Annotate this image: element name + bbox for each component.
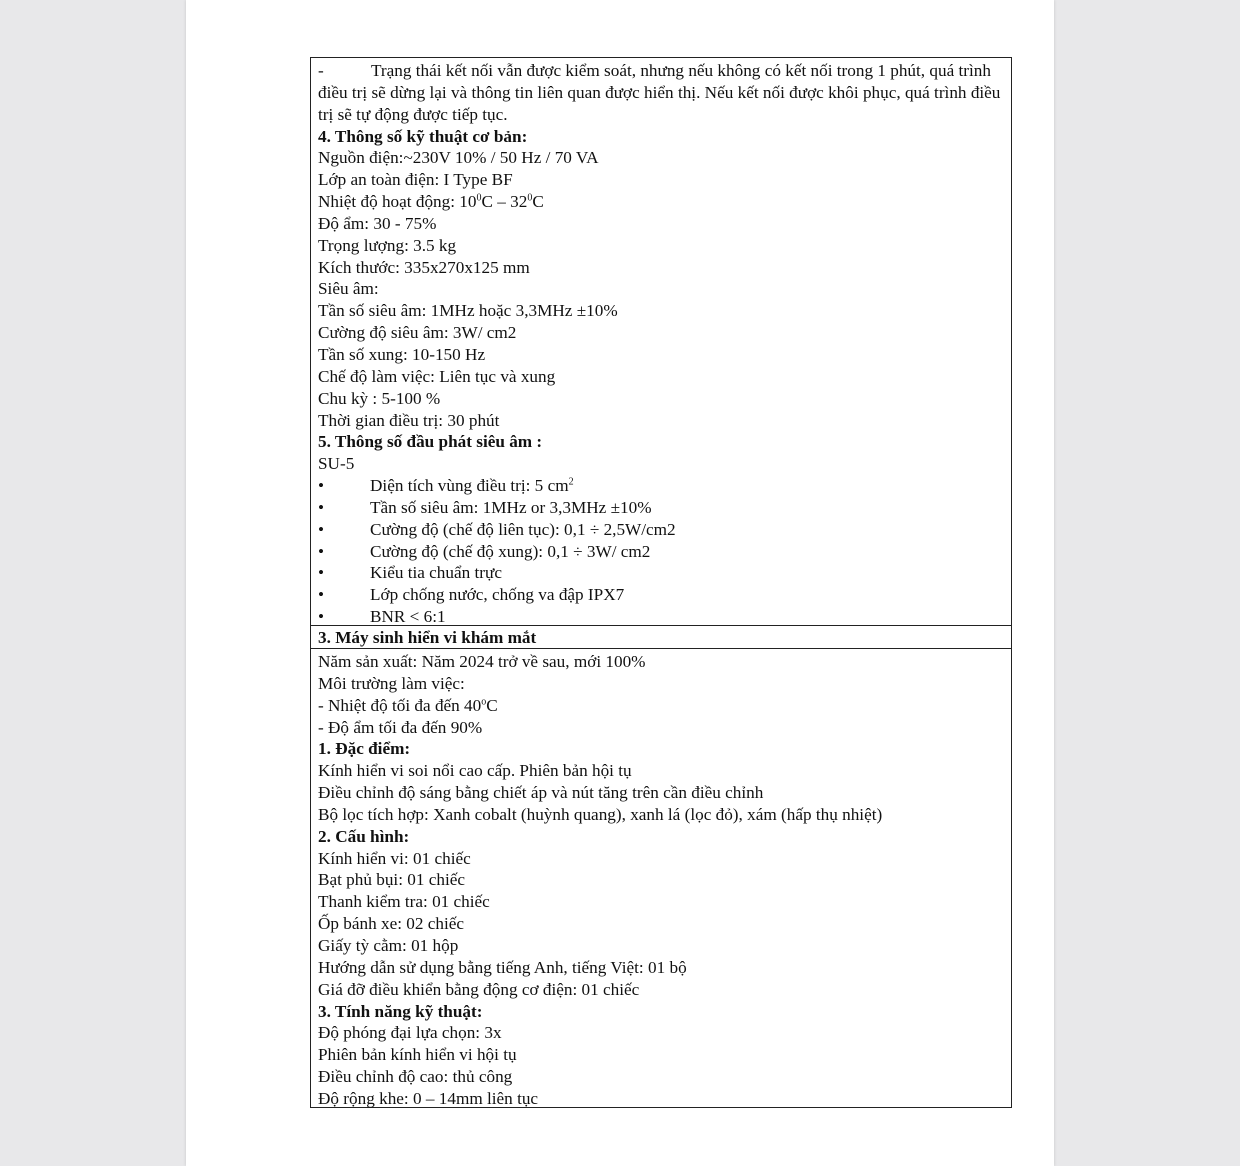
config-item: Giấy tỳ cằm: 01 hộp [318,935,459,955]
config-item: Giá đỡ điều khiển bằng động cơ điện: 01 chiếc [318,979,640,999]
spec-pulse: Tần số xung: 10-150 Hz [318,344,486,364]
config-item: Bạt phủ bụi: 01 chiếc [318,870,466,890]
device1-spec-cell [310,57,1012,626]
device3-spec-cell [310,648,1012,1108]
head-heading: 5. Thông số đầu phát siêu âm : [318,432,543,452]
features-heading: 1. Đặc điểm: [318,739,411,759]
bullet-icon: • [318,563,325,583]
degree-sup: 0 [476,192,482,204]
tech-heading: 3. Tính năng kỹ thuật: [318,1001,483,1021]
spec-frequency: Tần số siêu âm: 1MHz hoặc 3,3MHz ±10% [318,301,618,321]
environment-humidity: - Độ ẩm tối đa đến 90% [318,717,483,737]
config-heading: 2. Cấu hình: [318,826,410,846]
specs-heading: 4. Thông số kỹ thuật cơ bản: [318,126,528,146]
spec-ultrasound: Siêu âm: [318,279,379,299]
area-sup: 2 [568,476,574,488]
paragraph-dash: - [318,61,324,80]
spec-temperature [318,191,1003,213]
spec-time: Thời gian điều trị: 30 phút [318,410,500,430]
bullet-icon: • [318,541,325,561]
spec-intensity: Cường độ siêu âm: 3W/ cm2 [318,323,517,343]
bullet-text: Tần số siêu âm: 1MHz or 3,3MHz ±10% [370,497,652,517]
config-item: Thanh kiểm tra: 01 chiếc [318,892,490,912]
list-item [318,497,1003,519]
area-prefix: Diện tích vùng điều trị: 5 cm [370,476,569,496]
spec-safety: Lớp an toàn điện: I Type BF [318,170,513,190]
bullet-text: Lớp chống nước, chống va đập IPX7 [370,585,625,605]
bullet-icon: • [318,497,325,517]
tech-item: Điều chỉnh độ cao: thủ công [318,1067,513,1087]
environment-label: Môi trường làm việc: [318,673,465,693]
config-item: Hướng dẫn sử dụng bằng tiếng Anh, tiếng Việt: 01 bộ [318,957,687,977]
bullet-text [370,475,574,497]
spec-cycle: Chu kỳ : 5-100 % [318,388,441,408]
spec-temperature-mid: C – 32 [481,192,528,212]
spec-power: Nguồn điện:~230V 10% / 50 Hz / 70 VA [318,148,599,168]
config-item: Kính hiển vi: 01 chiếc [318,848,471,868]
list-item [318,541,1003,563]
bullet-icon: • [318,519,325,539]
env-temp-suffix: C [486,695,498,715]
spec-temperature-suffix: C [532,192,544,212]
bullet-text: Kiểu tia chuẩn trực [370,563,502,583]
spec-temperature-prefix: Nhiệt độ hoạt động: 10 [318,192,477,212]
production-year: Năm sản xuất: Năm 2024 trở về sau, mới 100% [318,652,646,671]
head-model: SU-5 [318,454,355,474]
tech-item: Phiên bản kính hiển vi hội tụ [318,1045,517,1065]
spec-humidity: Độ ẩm: 30 - 75% [318,213,437,233]
tech-item: Độ phóng đại lựa chọn: 3x [318,1023,502,1043]
feature-item: Điều chỉnh độ sáng bằng chiết áp và nút tăng trên cần điều chỉnh [318,783,764,803]
feature-item: Kính hiển vi soi nổi cao cấp. Phiên bản hội tụ [318,761,632,781]
bullet-icon: • [318,476,325,496]
environment-temperature [318,695,1003,717]
tech-item: Độ rộng khe: 0 – 14mm liên tục [318,1088,539,1108]
list-item [318,475,1003,497]
bullet-icon: • [318,607,325,627]
config-item: Ốp bánh xe: 02 chiếc [318,914,465,934]
spec-mode: Chế độ làm việc: Liên tục và xung [318,366,556,386]
env-temp-prefix: - Nhiệt độ tối đa đến 40 [318,695,482,715]
degree-sup: 0 [527,192,533,204]
connection-status-text: Trạng thái kết nối vẫn được kiểm soát, nhưng nếu không có kết nối trong 1 phút, quá trình điều trị sẽ dừng lại và thông tin liên quan được hiển thị. Nếu kết nối được khôi phục, quá trình điều trị sẽ tự động được tiếp tục. [318,61,1001,124]
device3-title-cell: 3. Máy sinh hiển vi khám mắt [310,625,1012,649]
degree-sup: o [481,695,487,707]
list-item [318,519,1003,541]
spec-size: Kích thước: 335x270x125 mm [318,257,530,277]
bullet-icon: • [318,585,325,605]
connection-status-paragraph [318,60,1003,126]
bullet-text: Cường độ (chế độ liên tục): 0,1 ÷ 2,5W/cm2 [370,519,676,539]
list-item [318,584,1003,606]
spec-weight: Trọng lượng: 3.5 kg [318,235,457,255]
feature-item: Bộ lọc tích hợp: Xanh cobalt (huỳnh quang), xanh lá (lọc đỏ), xám (hấp thụ nhiệt) [318,804,883,824]
bullet-text: BNR < 6:1 [370,607,446,627]
bullet-text: Cường độ (chế độ xung): 0,1 ÷ 3W/ cm2 [370,541,651,561]
list-item [318,562,1003,584]
